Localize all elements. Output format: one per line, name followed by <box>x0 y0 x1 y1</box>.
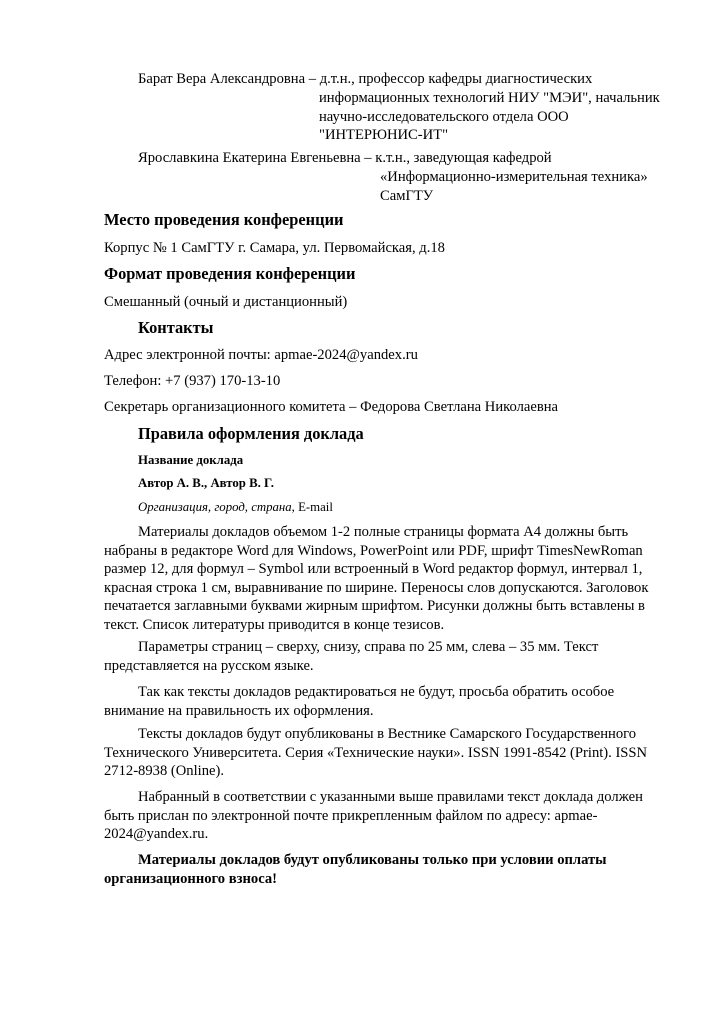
rules-paragraph-1 <box>104 523 648 635</box>
rules-paragraph-3 <box>104 683 614 720</box>
sample-affiliation-email: , E-mail <box>291 500 333 514</box>
venue-text: Корпус № 1 СамГТУ г. Самара, ул. Первомайская, д.18 <box>104 240 445 256</box>
rules-p1-line-5: печатается заглавными буквами жирным шрифтом. Рисунки должны быть вставлены в <box>104 598 645 615</box>
rules-p1-line-2: набраны в редакторе Word для Windows, PowerPoint или PDF, шрифт TimesNewRoman <box>104 542 643 559</box>
final-note-line-2: организационного взноса! <box>104 870 278 887</box>
organizer-2-name-text: Ярославкина Екатерина Евгеньевна – <box>138 150 372 166</box>
rules-p2-line-1: Параметры страниц – сверху, снизу, справа по 25 мм, слева – 35 мм. Текст <box>138 639 599 655</box>
organizer-1-details <box>319 89 660 145</box>
organizer-2-name <box>138 149 552 168</box>
organizer-1-name <box>138 70 592 89</box>
rules-p2-line-2: представляется на русском языке. <box>104 657 314 674</box>
format-text: Смешанный (очный и дистанционный) <box>104 294 348 310</box>
rules-p4-line-2: Технического Университета. Серия «Технические науки». ISSN 1991-8542 (Print). ISSN <box>104 744 648 761</box>
rules-p4-line-1: Тексты докладов будут опубликованы в Вестнике Самарского Государственного <box>138 726 637 742</box>
rules-paragraph-4 <box>104 725 647 781</box>
contacts-phone: Телефон: +7 (937) 170-13-10 <box>104 373 281 389</box>
rules-p1-line-6: текст. Список литературы приводится в конце тезисов. <box>104 616 445 633</box>
contacts-email: Адрес электронной почты: apmae-2024@yandex.ru <box>104 347 418 363</box>
rules-p1-line-1: Материалы докладов объемом 1-2 полные страницы формата А4 должны быть <box>138 524 629 540</box>
sample-title: Название доклада <box>138 453 244 467</box>
rules-p3-line-2: внимание на правильность их оформления. <box>104 702 374 719</box>
sample-authors: Автор А. В., Автор В. Г. <box>138 476 274 490</box>
contacts-heading: Контакты <box>138 318 214 337</box>
organizer-1-line-1: д.т.н., профессор кафедры диагностических <box>319 71 593 87</box>
rules-heading: Правила оформления доклада <box>138 424 364 443</box>
sample-affiliation-org: Организация, город, страна <box>138 500 292 514</box>
rules-paragraph-2 <box>104 638 598 675</box>
organizer-2-line-1: к.т.н., заведующая кафедрой <box>375 150 552 166</box>
final-note <box>104 851 607 888</box>
contacts-secretary: Секретарь организационного комитета – Федорова Светлана Николаевна <box>104 399 559 415</box>
rules-p5-line-1: Набранный в соответствии с указанными выше правилами текст доклада должен <box>138 789 643 805</box>
rules-p5-line-2: быть прислан по электронной почте прикрепленным файлом по адресу: apmae- <box>104 807 598 824</box>
rules-p1-line-4: красная строка 1 см, выравнивание по ширине. Переносы слов допускаются. Заголовок <box>104 579 649 596</box>
organizer-1-line-2: информационных технологий НИУ "МЭИ", начальник <box>319 90 660 106</box>
rules-paragraph-5 <box>104 788 643 844</box>
rules-p4-line-3: 2712-8938 (Online). <box>104 763 224 780</box>
rules-p3-line-1: Так как тексты докладов редактироваться не будут, просьба обратить особое <box>138 684 615 700</box>
format-heading: Формат проведения конференции <box>104 264 356 283</box>
rules-p1-line-3: размер 12, для формул – Symbol или встроенный в Word редактор формул, интервал 1, <box>104 561 643 578</box>
organizer-1-line-4: "ИНТЕРЮНИС-ИТ" <box>319 127 449 144</box>
rules-p5-line-3: 2024@yandex.ru. <box>104 826 209 843</box>
venue-heading: Место проведения конференции <box>104 210 344 229</box>
organizer-2-line-3: СамГТУ <box>380 187 434 204</box>
organizer-2-details <box>380 168 648 205</box>
organizer-2-line-2: «Информационно-измерительная техника» <box>380 169 648 185</box>
organizer-1-line-3: научно-исследовательского отдела ООО <box>319 108 569 125</box>
sample-affiliation <box>138 498 333 517</box>
organizer-1-name-text: Барат Вера Александровна – <box>138 71 317 87</box>
final-note-line-1: Материалы докладов будут опубликованы только при условии оплаты <box>138 852 607 868</box>
